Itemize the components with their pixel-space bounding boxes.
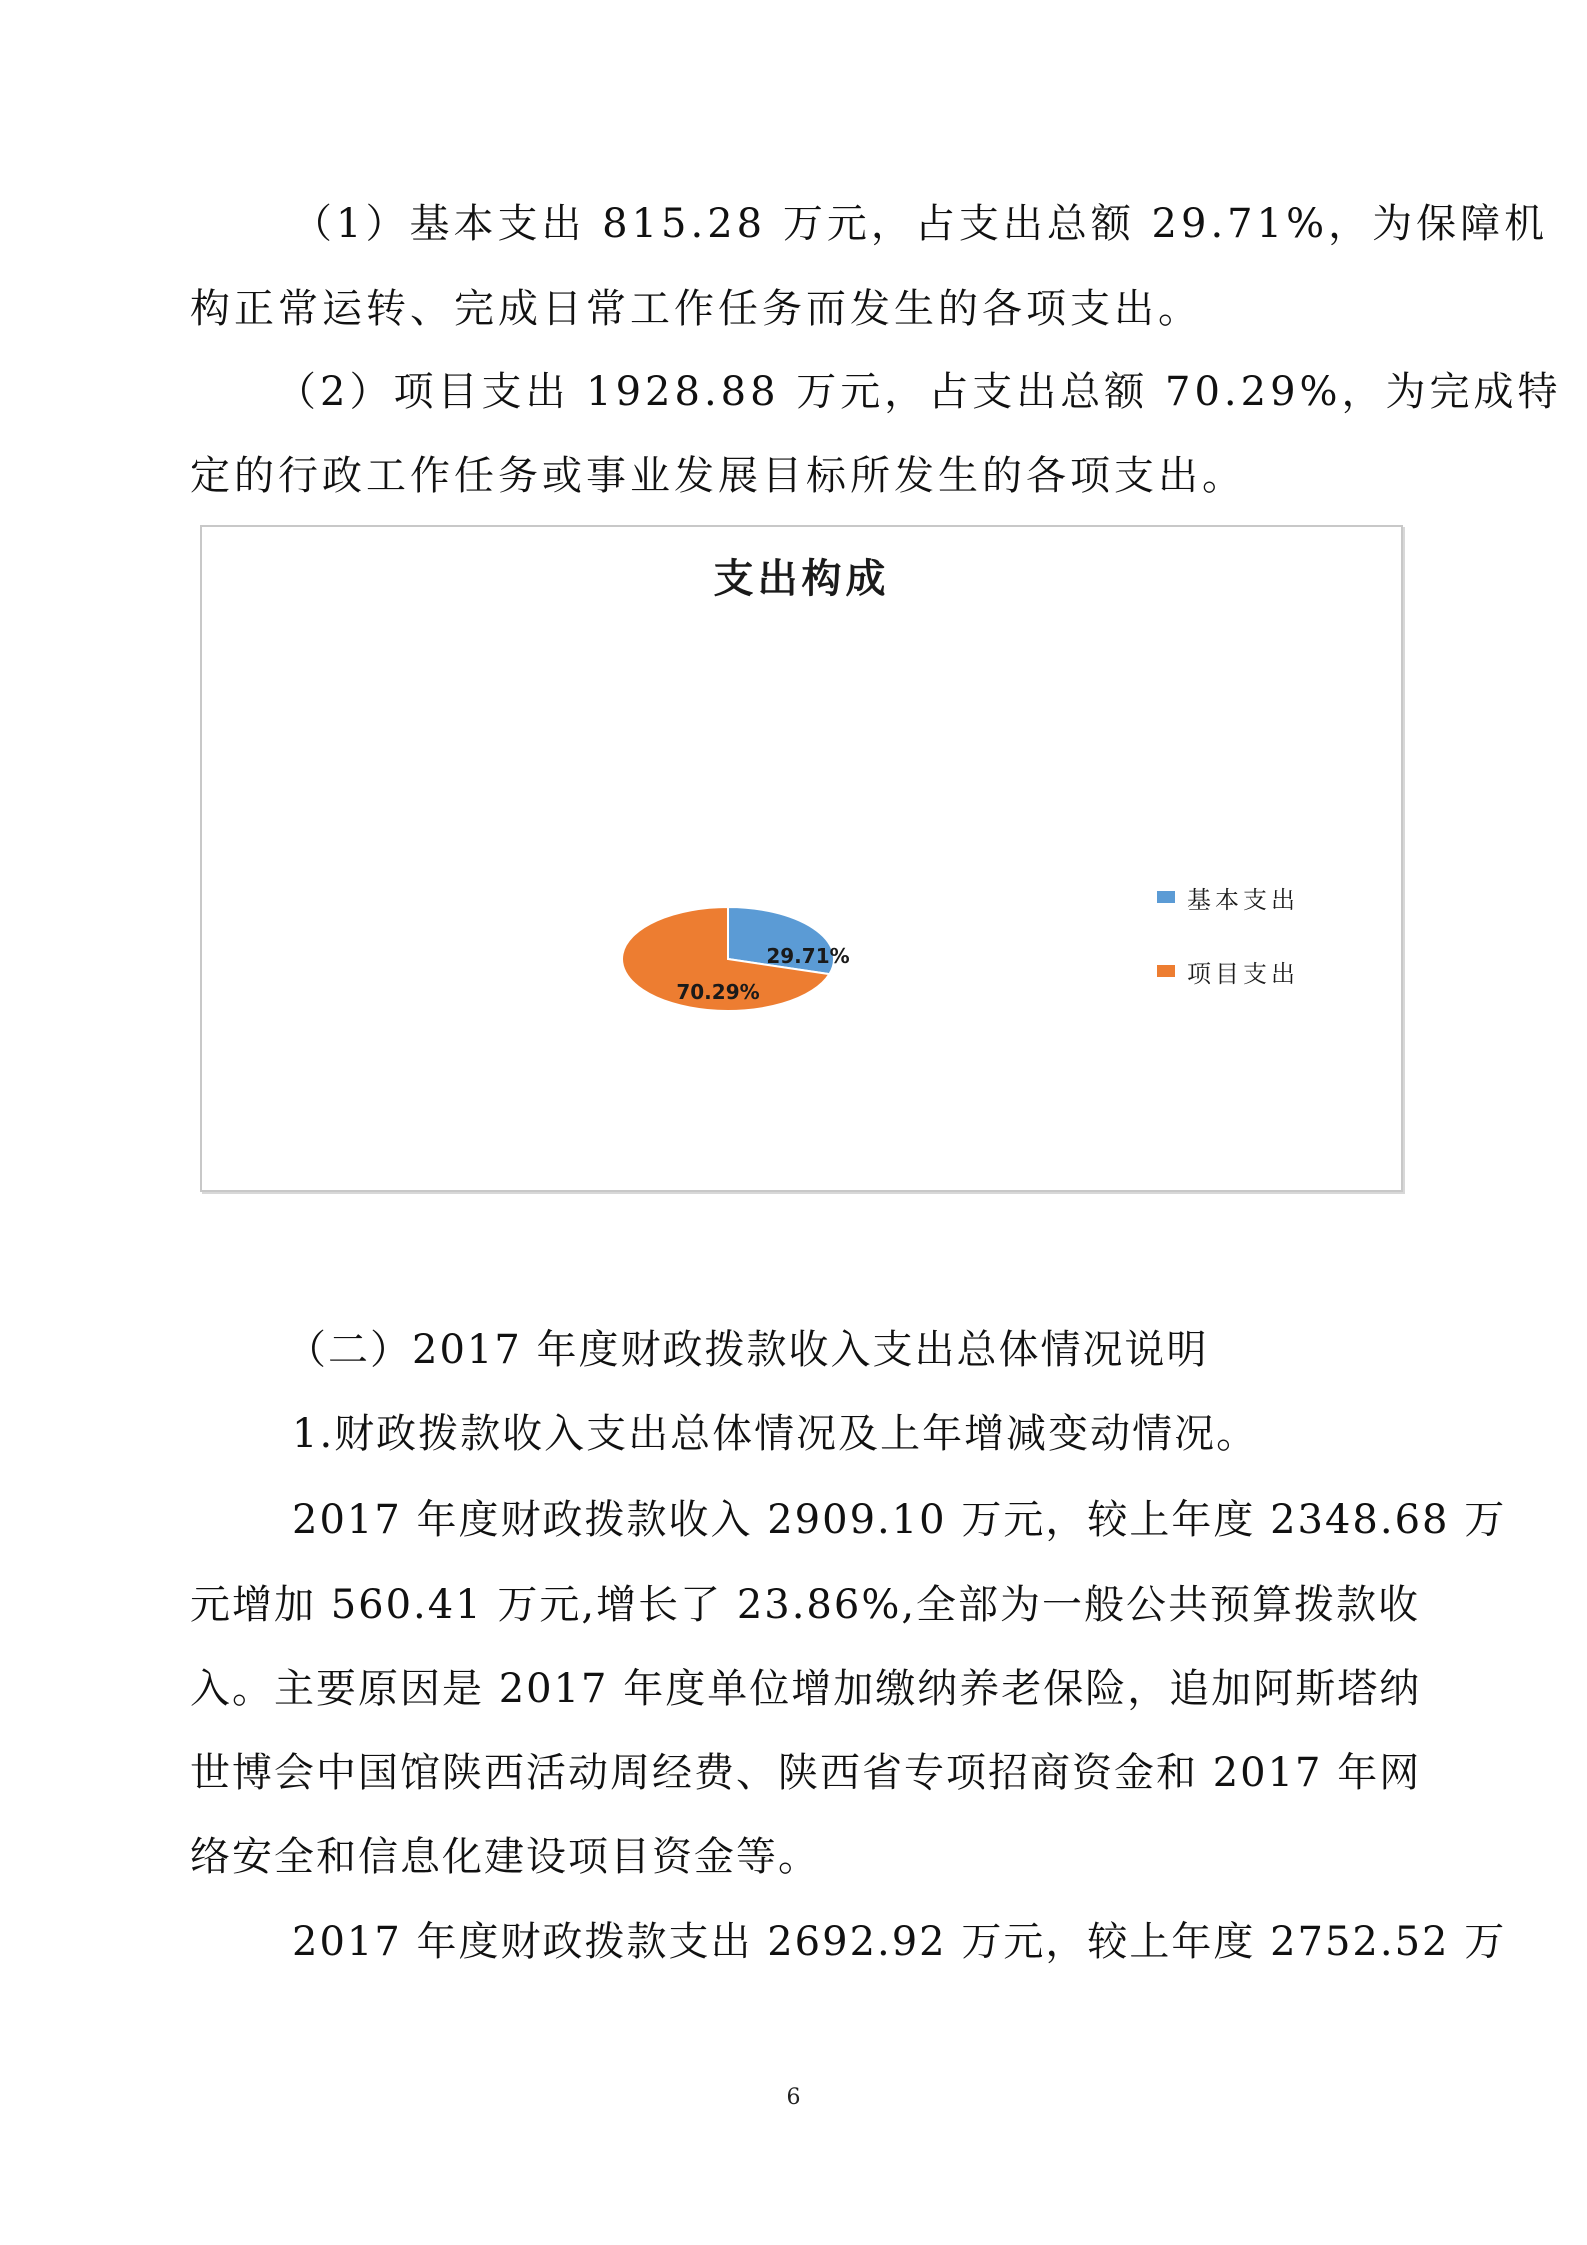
legend-label-project: 项目支出 [1187, 959, 1299, 988]
legend-swatch-basic [1157, 891, 1175, 903]
legend-label-basic: 基本支出 [1187, 885, 1299, 914]
paragraph-project-expense-line-1: （2）项目支出 1928.88 万元，占支出总额 70.29%，为完成特 [276, 369, 1562, 415]
legend-item-project [1157, 956, 1299, 986]
legend-swatch-project [1157, 965, 1175, 977]
paragraph-basic-expense-line-1: （1）基本支出 815.28 万元，占支出总额 29.71%，为保障机 [292, 201, 1549, 247]
sub-heading: 1.财政拨款收入支出总体情况及上年增减变动情况。 [292, 1411, 1259, 1457]
pie-chart [202, 527, 1401, 1190]
page-number: 6 [786, 2085, 801, 2110]
paragraph-revenue-line-2: 元增加 560.41 万元,增长了 23.86%,全部为一般公共预算拨款收 [190, 1582, 1421, 1628]
chart-title: 支出构成 [713, 556, 890, 602]
pie-data-label-project: 70.29% [676, 980, 760, 1004]
paragraph-revenue-line-1: 2017 年度财政拨款收入 2909.10 万元，较上年度 2348.68 万 [292, 1497, 1507, 1543]
section-heading: （二）2017 年度财政拨款收入支出总体情况说明 [286, 1327, 1209, 1373]
paragraph-revenue-line-3: 入。主要原因是 2017 年度单位增加缴纳养老保险，追加阿斯塔纳 [190, 1666, 1422, 1712]
expense-composition-chart [200, 525, 1403, 1192]
chart-legend [1157, 882, 1299, 1030]
paragraph-project-expense-line-2: 定的行政工作任务或事业发展目标所发生的各项支出。 [190, 453, 1246, 499]
paragraph-revenue-line-5: 络安全和信息化建设项目资金等。 [190, 1834, 820, 1880]
legend-item-basic [1157, 882, 1299, 912]
paragraph-expenditure-line-1: 2017 年度财政拨款支出 2692.92 万元，较上年度 2752.52 万 [292, 1919, 1507, 1965]
pie-data-label-basic: 29.71% [766, 944, 850, 968]
paragraph-revenue-line-4: 世博会中国馆陕西活动周经费、陕西省专项招商资金和 2017 年网 [190, 1750, 1422, 1796]
paragraph-basic-expense-line-2: 构正常运转、完成日常工作任务而发生的各项支出。 [190, 286, 1202, 332]
